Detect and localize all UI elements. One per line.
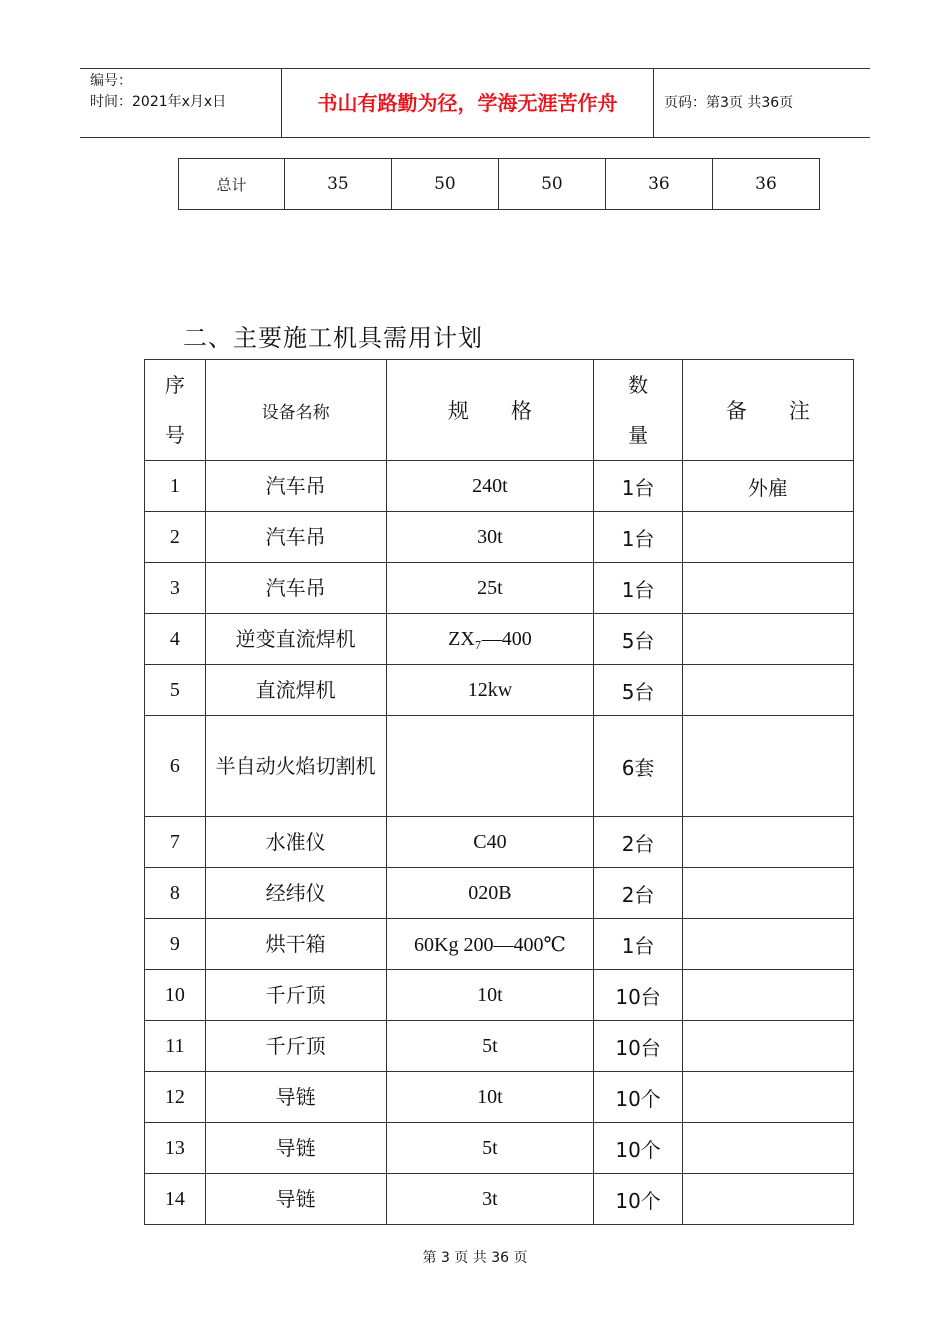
row-name: 汽车吊 [205, 461, 386, 512]
row-spec: 25t [386, 563, 594, 614]
row-spec: 5t [386, 1123, 594, 1174]
row-qty: 1台 [594, 919, 683, 970]
row-qty: 10台 [594, 970, 683, 1021]
row-note [682, 1174, 853, 1225]
table-row [145, 1021, 854, 1072]
total-value: 50 [498, 159, 605, 210]
row-spec: 60Kg 200—400℃ [386, 919, 594, 970]
row-note [682, 563, 853, 614]
total-value: 36 [605, 159, 712, 210]
table-row [145, 817, 854, 868]
row-spec: 10t [386, 1072, 594, 1123]
row-seq: 12 [145, 1072, 206, 1123]
header-seq [145, 360, 206, 461]
row-note: 外雇 [682, 461, 853, 512]
row-seq: 3 [145, 563, 206, 614]
row-name: 直流焊机 [205, 665, 386, 716]
row-name: 导链 [205, 1072, 386, 1123]
table-row [145, 614, 854, 665]
total-value: 35 [284, 159, 391, 210]
row-spec [386, 716, 594, 817]
row-name: 导链 [205, 1123, 386, 1174]
table-row [145, 563, 854, 614]
row-name: 经纬仪 [205, 868, 386, 919]
row-spec: 10t [386, 970, 594, 1021]
row-name: 导链 [205, 1174, 386, 1225]
table-row [145, 665, 854, 716]
row-seq: 4 [145, 614, 206, 665]
row-qty: 10个 [594, 1174, 683, 1225]
row-note [682, 1123, 853, 1174]
row-qty: 5台 [594, 614, 683, 665]
row-seq: 11 [145, 1021, 206, 1072]
row-name: 逆变直流焊机 [205, 614, 386, 665]
document-number: 编号： [90, 73, 132, 89]
table-row [145, 716, 854, 817]
header-spec: 规 格 [386, 360, 594, 461]
header-motto: 书山有路勤为径，学海无涯苦作舟 [281, 69, 654, 137]
row-qty: 6套 [594, 716, 683, 817]
row-note [682, 817, 853, 868]
row-seq: 7 [145, 817, 206, 868]
row-spec: 240t [386, 461, 594, 512]
row-qty: 2台 [594, 868, 683, 919]
header-seq-bottom: 号 [164, 423, 185, 447]
row-qty: 1台 [594, 512, 683, 563]
row-qty: 2台 [594, 817, 683, 868]
header-qty [594, 360, 683, 461]
row-qty: 10个 [594, 1072, 683, 1123]
row-seq: 5 [145, 665, 206, 716]
header-qty-top: 数 [628, 373, 649, 397]
row-name: 千斤顶 [205, 970, 386, 1021]
page-footer: 第 3 页 共 36 页 [422, 1250, 528, 1266]
row-note [682, 919, 853, 970]
table-row [145, 868, 854, 919]
row-seq: 6 [145, 716, 206, 817]
row-note [682, 1072, 853, 1123]
row-seq: 13 [145, 1123, 206, 1174]
table-row [145, 1123, 854, 1174]
row-name: 汽车吊 [205, 563, 386, 614]
row-name: 半自动火焰切割机 [205, 716, 386, 817]
total-value: 50 [391, 159, 498, 210]
header-note: 备 注 [682, 360, 853, 461]
row-name: 水准仪 [205, 817, 386, 868]
row-qty: 5台 [594, 665, 683, 716]
row-name: 烘干箱 [205, 919, 386, 970]
row-name: 汽车吊 [205, 512, 386, 563]
table-row [145, 1174, 854, 1225]
row-note [682, 665, 853, 716]
row-spec: C40 [386, 817, 594, 868]
row-note [682, 614, 853, 665]
total-table [178, 158, 820, 210]
header-qty-bottom: 量 [628, 423, 649, 447]
row-spec: 12kw [386, 665, 594, 716]
table-header-row [145, 360, 854, 461]
table-row [145, 461, 854, 512]
row-seq: 10 [145, 970, 206, 1021]
header-name: 设备名称 [205, 360, 386, 461]
row-note [682, 716, 853, 817]
page-header [80, 68, 870, 138]
document-date: 时间：2021年x月x日 [90, 94, 227, 110]
header-seq-top: 序 [164, 373, 185, 397]
row-qty: 1台 [594, 563, 683, 614]
row-note [682, 868, 853, 919]
header-meta [80, 69, 281, 137]
row-spec: 5t [386, 1021, 594, 1072]
total-value: 36 [712, 159, 819, 210]
row-note [682, 970, 853, 1021]
row-spec: 30t [386, 512, 594, 563]
row-qty: 10个 [594, 1123, 683, 1174]
row-seq: 14 [145, 1174, 206, 1225]
equipment-table [144, 359, 854, 1225]
row-seq: 8 [145, 868, 206, 919]
row-seq: 9 [145, 919, 206, 970]
table-row [145, 919, 854, 970]
row-note [682, 512, 853, 563]
row-name: 千斤顶 [205, 1021, 386, 1072]
row-seq: 1 [145, 461, 206, 512]
table-row [145, 1072, 854, 1123]
row-qty: 1台 [594, 461, 683, 512]
row-note [682, 1021, 853, 1072]
total-label: 总计 [179, 159, 285, 210]
header-page-number: 页码：第3页 共36页 [664, 95, 794, 111]
row-seq: 2 [145, 512, 206, 563]
row-qty: 10台 [594, 1021, 683, 1072]
table-row [145, 970, 854, 1021]
row-spec: ZX₇—400 [386, 614, 594, 665]
row-spec: 3t [386, 1174, 594, 1225]
table-row [145, 512, 854, 563]
total-row [179, 159, 820, 210]
row-spec: 020B [386, 868, 594, 919]
section-title: 二、主要施工机具需用计划 [183, 324, 483, 352]
